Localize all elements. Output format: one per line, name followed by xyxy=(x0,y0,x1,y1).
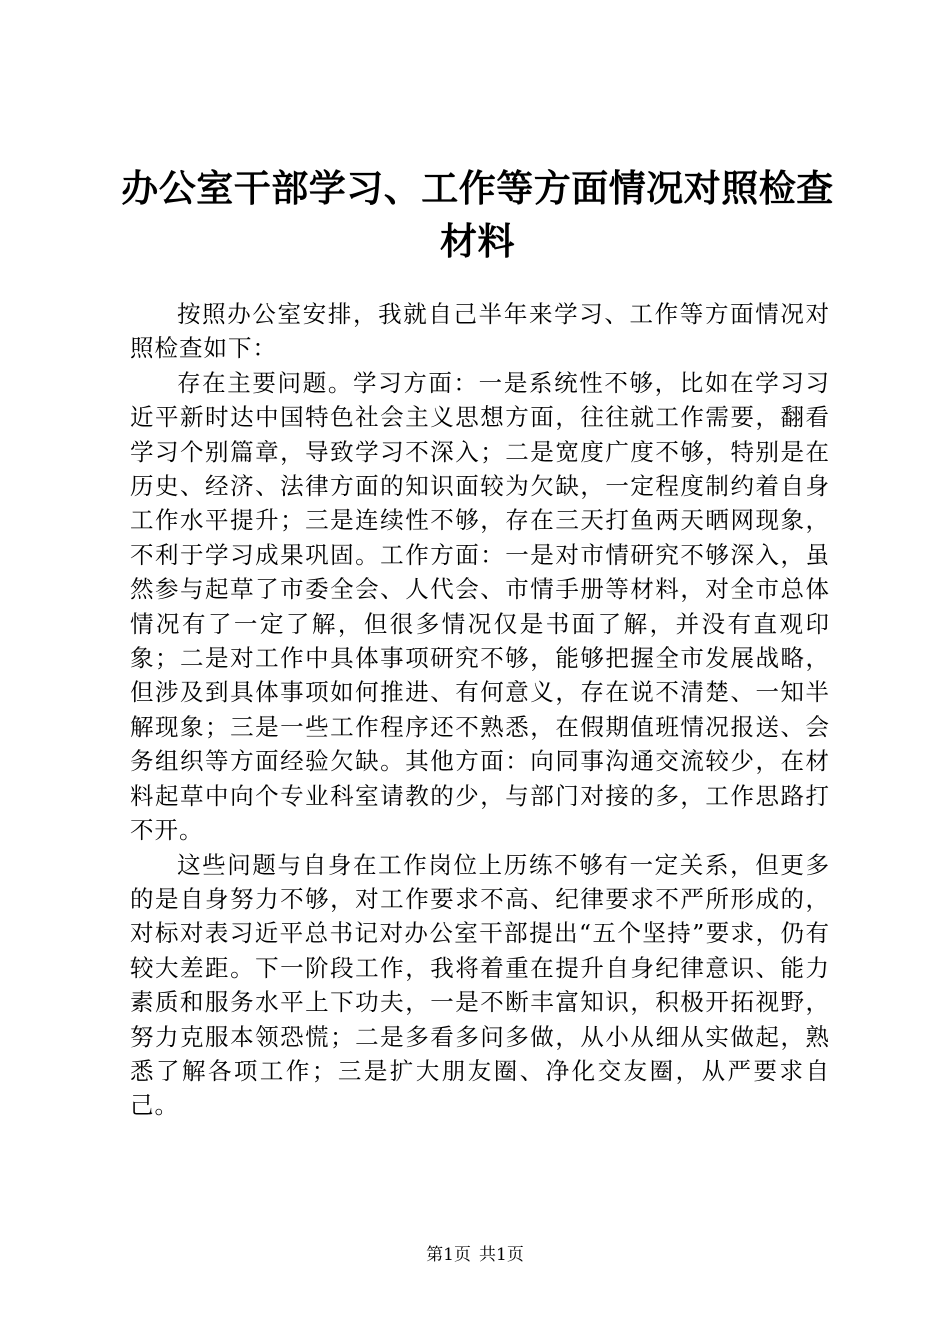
page-footer xyxy=(0,1243,950,1267)
page-number-total: 共1页 xyxy=(479,1245,524,1265)
paragraph-improvements: 这些问题与自身在工作岗位上历练不够有一定关系，但更多的是自身努力不够，对工作要求不高、纪律要求不严所形成的，对标对表习近平总书记对办公室干部提出“五个坚持”要求，仍有较大差距。下一阶段工作，我将着重在提升自身纪律意识、能力素质和服务水平上下功夫，一是不断丰富知识，积极开拓视野，努力克服本领恐慌；二是多看多问多做，从小从细从实做起，熟悉了解各项工作；三是扩大朋友圈、净化交友圈，从严要求自己。 xyxy=(130,850,830,1120)
document-body xyxy=(130,297,830,1123)
page-number-current: 第1页 xyxy=(426,1245,471,1265)
paragraph-intro: 按照办公室安排，我就自己半年来学习、工作等方面情况对照检查如下： xyxy=(130,300,830,363)
paragraph-problems: 存在主要问题。学习方面：一是系统性不够，比如在学习习近平新时达中国特色社会主义思想方面，往往就工作需要，翻看学习个别篇章，导致学习不深入；二是宽度广度不够，特别是在历史、经济、法律方面的知识面较为欠缺，一定程度制约着自身工作水平提升；三是连续性不够，存在三天打鱼两天晒网现象，不利于学习成果巩固。工作方面：一是对市情研究不够深入，虽然参与起草了市委全会、人代会、市情手册等材料，对全市总体情况有了一定了解，但很多情况仅是书面了解，并没有直观印象；二是对工作中具体事项研究不够，能够把握全市发展战略，但涉及到具体事项如何推进、有何意义，存在说不清楚、一知半解现象；三是一些工作程序还不熟悉，在假期值班情况报送、会务组织等方面经验欠缺。其他方面：向同事沟通交流较少，在材料起草中向个专业科室请教的少，与部门对接的多，工作思路打不开。 xyxy=(130,368,830,845)
document-title: 办公室干部学习、工作等方面情况对照检查材料 xyxy=(121,166,834,263)
